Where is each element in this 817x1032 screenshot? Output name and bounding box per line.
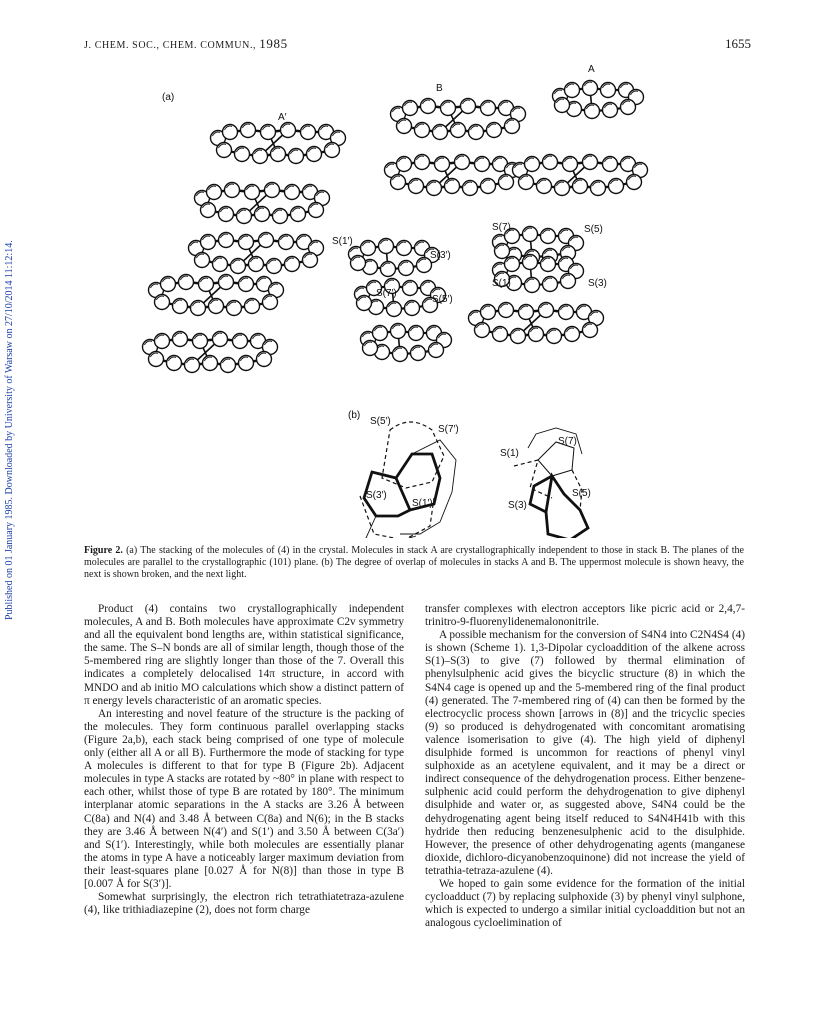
- journal-year: 1985: [259, 36, 288, 51]
- caption-label: Figure 2.: [84, 545, 123, 556]
- atom-label-s1: S(1): [492, 278, 511, 289]
- overlap-label-s7: S(7): [558, 436, 577, 447]
- atom-label-s7-prime: S(7′): [376, 288, 397, 299]
- journal-name: J. CHEM. SOC., CHEM. COMMUN.,: [84, 40, 257, 51]
- caption-text: (a) The stacking of the molecules of (4) in the crystal. Molecules in stack A are crystallographically independent to those in stack B. The planes of the molecules are parallel to the crystallographic (101) plane. (b) The degree of overlap of molecules in stacks A and B. The uppermost molecule is shown heavy, the next is shown broken, and the next light.: [84, 545, 744, 580]
- paragraph: An interesting and novel feature of the structure is the packing of the molecules. They form continuous parallel overlapping stacks (Figure 2a,b), each stack being comprised of one type of molecule only (either all A or all B). Furthermore the mode of stacking for type A molecules is different to that for type B (Figure 2b). Adjacent molecules in type A stacks are rotated by ~80° in plane with respect to each other, whilst those of type B are rotated by 180°. The minimum interplanar atomic separations in the A stacks are 3.26 Å between C(8a) and N(4) and 3.48 Å between C(8a) and N(6); in the B stacks they are 3.46 Å between N(4′) and S(1′) and 3.50 Å between C(3a′) and S(1′). Interestingly, while both molecules are essentially planar the atoms in type A have a noticeably larger maximum deviation from their least-squares plane [0.027 Å for N(8)] than those in type B [0.007 Å for S(3′)].: [84, 707, 404, 890]
- stack-a-prime-molecule-2: [195, 183, 330, 224]
- overlap-label-s3: S(3): [508, 500, 527, 511]
- paragraph: We hoped to gain some evidence for the formation of the initial cycloadduct (7) by replacing sulphoxide (3) by phenyl vinyl sulphone, which is expected to undergo a similar initial cycloaddition but not an analogous cycloelimination of: [425, 877, 745, 930]
- stack-a-prime-molecule-3: [189, 233, 324, 274]
- stack-b-molecule-1: [391, 99, 526, 140]
- body-column-left: [84, 603, 404, 917]
- panel-b-label: (b): [348, 410, 361, 421]
- stack-a-molecule-2: [513, 155, 648, 196]
- overlap-label-s1-prime: S(1′): [412, 498, 433, 509]
- atom-label-s3: S(3): [588, 278, 607, 289]
- figure-2: [60, 58, 760, 538]
- stack-a-prime-molecule-5: [143, 332, 278, 373]
- panel-a-label: (a): [162, 92, 175, 103]
- figure-caption: [84, 545, 744, 581]
- overlap-diagram-stack-b: [360, 422, 456, 538]
- paragraph: Somewhat surprisingly, the electron rich tetrathiatetraza-azulene (4), like trithiadiazepine (2), does not form charge: [84, 891, 404, 917]
- page-number: 1655: [725, 36, 751, 51]
- paragraph: A possible mechanism for the conversion of S4N4 into C2N4S4 (4) is shown (Scheme 1). 1,3-Dipolar cycloaddition of the alkene across S(1)–S(3) to give (7) followed by thermal elimination of phenylsulphenic acid gives the bicyclic structure (8) in which the S4N4 cage is opened up and the 5-membered ring of the final product (4) generated. The 7-membered ring of (4) can then be formed by the electrocyclic process shown [arrows in (8)] and the tricyclic species (9) so produced is dehydrogenated with concomitant aromatising valence isomerisation to give (4). The high yield of diphenyl disulphide formed is uncommon for reactions of phenyl vinyl sulphoxide as an acetylene equivalent, and it may be a direct or indirect consequence of the dehydrogenation process. Either benzene-sulphenic acid could perform the dehydrogenation to give diphenyl disulphide and water or, as suggested above, S4N4 could be the dehydrogenating agent being itself reduced to S4N4H41b with this hydride then reducing benzenesulphenic acid to the disulphide. However, the presence of other dehydrogenating agents (manganese dioxide, dichloro-dicyanobenzoquinone) did not increase the yield of tetrathia-tetraza-azulene (4).: [425, 629, 745, 877]
- atom-label-s7: S(7): [492, 222, 511, 233]
- body-column-right: [425, 603, 745, 930]
- atom-label-s1-prime: S(1′): [332, 236, 353, 247]
- stack-a-prime-molecule-4: [149, 275, 284, 316]
- crystal-packing-diagram: [60, 58, 760, 538]
- paragraph: Product (4) contains two crystallographically independent molecules, A and B. Both molecules have approximate C2v symmetry and all the equivalent bond lengths are, within statistical significance, the same. The S–N bonds are all of similar length, though those of the 5-membered ring are slightly longer than those of the 7. Overall this indicates a completely delocalised 14π structure, in accord with MNDO and ab initio MO calculations which show a distinct pattern of π energy levels characteristic of an aromatic species.: [84, 603, 404, 707]
- stack-a-molecule-1: [553, 81, 644, 119]
- overlap-label-s3-prime: S(3′): [366, 490, 387, 501]
- stack-b-molecule-2: [385, 155, 520, 196]
- stack-b-molecule-5: [361, 324, 452, 362]
- stack-label-a-prime: A′: [278, 112, 287, 123]
- overlap-label-s1: S(1): [500, 448, 519, 459]
- overlap-label-s7-prime: S(7′): [438, 424, 459, 435]
- download-notice[interactable]: Published on 01 January 1985. Downloaded by University of Warsaw on 27/10/2014 11:12:14.: [4, 240, 15, 620]
- stack-label-a: A: [588, 64, 595, 75]
- stack-a-molecule-5: [469, 303, 604, 344]
- overlap-label-s5: S(5): [572, 488, 591, 499]
- overlap-label-s5-prime: S(5′): [370, 416, 391, 427]
- atom-label-s5: S(5): [584, 224, 603, 235]
- paragraph: transfer complexes with electron acceptors like picric acid or 2,4,7-trinitro-9-fluorenylidenemalononitrile.: [425, 603, 745, 629]
- running-header: [84, 36, 288, 52]
- atom-label-s5-prime: S(5′): [432, 294, 453, 305]
- stack-a-prime-molecule-1: [211, 123, 346, 164]
- atom-label-s3-prime: S(3′): [430, 250, 451, 261]
- stack-b-molecule-3: [349, 239, 440, 277]
- stack-label-b: B: [436, 83, 443, 94]
